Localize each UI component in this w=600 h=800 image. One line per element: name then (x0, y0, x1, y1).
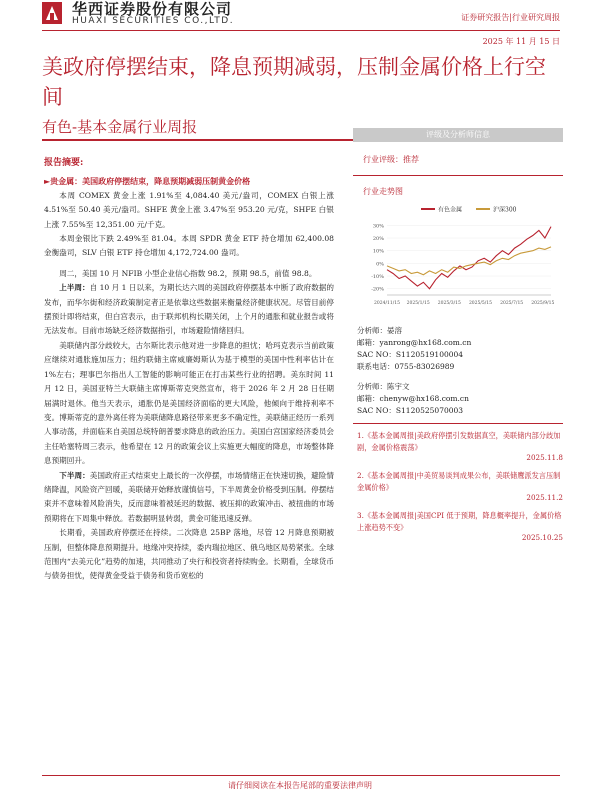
y-tick-label: 20% (372, 236, 384, 242)
trend-chart-title: 行业走势图 (363, 187, 403, 196)
related-report-2-date: 2025.11.2 (526, 493, 563, 502)
x-tick-label: 2025/3/15 (437, 301, 461, 306)
report-title: 美政府停摆结束，降息预期减弱，压制金属价格上行空间 (42, 55, 546, 109)
y-tick-label: -10% (371, 274, 384, 280)
analyst-2-name: 分析师：陈宇文 (357, 382, 410, 391)
x-tick-label: 2025/1/15 (406, 301, 430, 306)
y-tick-label: 30% (372, 223, 384, 230)
sidebar (353, 128, 563, 550)
analyst-1-email: 邮箱：yanrong@hx168.com.cn (357, 338, 472, 347)
brand-name-en: HUAXI SECURITIES CO.,LTD. (72, 16, 235, 26)
gold-section-heading: ►贵金属：美国政府停摆结束，降息预期减弱压制黄金价格 (44, 176, 251, 187)
x-tick-label: 2024/11/15 (374, 301, 400, 306)
report-summary (44, 156, 334, 584)
summary-paragraph-3: 周二，美国 10 月 NFIB 小型企业信心指数 98.2，预期 98.5，前值 98.8。 (59, 268, 317, 278)
huaxi-logo-icon (42, 2, 62, 24)
related-report-3-date: 2025.10.25 (521, 533, 563, 542)
legend-label-1: 沪深300 (493, 206, 517, 214)
series-line-0 (387, 227, 551, 289)
related-report-1-title[interactable]: 1.《基本金属周报|美政府停摆引发数据真空，美联储内部分歧加剧，金属价格震荡》 (357, 431, 561, 452)
legend-label-0: 有色金属 (438, 206, 463, 214)
analyst-1-name: 分析师：晏溶 (357, 326, 402, 335)
brand-name-cn: 华西证券股份有限公司 (72, 0, 233, 18)
summary-paragraph-5: 美联储内部分歧较大，古尔斯比表示他对进一步降息的担忧；哈玛克表示当前政策应继续对通胀施加压力；纽约联储主席威廉姆斯认为基于模型的美国中性利率估计在 1%左右；理事巴尔指出人工智能的影响可能正在打击某些行业的招聘。美东时间 11 月 12 日，美国亚特兰大联储主席博斯蒂克突然宣布，将于 2026 年 2 月 28 日任期届满时退休。他当天表示，通胀仍是美国经济面临的更大风险，他倾向于维持利率不变。博斯蒂克的意外离任将为美联储降息路径带来更多不确定性，美联储正经历一系列人事动荡，并面临来自美国总统特朗普要求降息的政治压力。美国白宫国家经济委员会主任哈塞特周三表示，他希望在 12 月的政策会议上实施更大幅度的降息，市场整体降息预期回升。 (44, 340, 334, 466)
related-report-2[interactable] (353, 470, 563, 502)
x-tick-label: 2025/9/15 (531, 301, 555, 306)
related-divider (353, 423, 563, 424)
summary-paragraph-7: 长期看，美国政府停摆还在持续。二次降息 25BP 落地，尽管 12 月降息预期被压制，但整体降息预期提升。地缘冲突持续，委内瑞拉地区、俄乌地区局势紧张。全球范围内“去美元化”趋势的加速，共同推动了央行和投资者持续购金。长期看，全球货币与债务担忧，使得黄金受益于债务和货币宽松的 (44, 528, 334, 581)
related-report-1-date: 2025.11.8 (526, 453, 563, 462)
analyst-1-tel: 联系电话：0755-83026989 (357, 362, 455, 371)
summary-paragraph-6 (44, 469, 334, 527)
analyst-2-email: 邮箱：chenyw@hx168.com.cn (357, 394, 469, 403)
first-half-text: 自 10 月 1 日以来，为期长达六周的美国政府停摆基本中断了政府数据的发布，而华尔街和经济政策制定者正是依靠这些数据来衡量经济健康状况。尽管目前停摆预计即将结束，但白宫表示，由于联邦机构长期关闭，上个月的通胀和就业报告或将无法发布。目前市场缺乏经济数据指引，市场避险情绪回归。 (44, 283, 334, 336)
y-tick-label: -20% (371, 286, 384, 293)
document-type: 证券研究报告|行业研究周报 (461, 13, 560, 22)
summary-paragraph-1: 本周 COMEX 黄金上涨 1.91%至 4,084.40 美元/盎司，COMEX 白银上涨 4.51%至 50.40 美元/盎司。SHFE 黄金上涨 3.47%至 953.20 元/克，SHFE 白银上涨 7.55%至 12,351.00 元/千克。 (44, 190, 334, 229)
first-half-label: 上半周： (59, 283, 90, 293)
industry-trend-chart (361, 203, 556, 313)
related-report-3-title[interactable]: 3.《基本金属周报|美国CPI 低于预期，降息概率提升，金属价格上涨趋势不变》 (357, 511, 562, 532)
analyst-block-1 (353, 325, 563, 373)
related-report-2-title[interactable]: 2.《基本金属周报|中美贸易谈判成果公布，美联储鹰派发言压制金属价格》 (357, 471, 561, 492)
report-date: 2025 年 11 月 15 日 (482, 37, 560, 46)
analyst-block-2 (353, 381, 563, 417)
header-divider (42, 30, 560, 31)
analyst-2-sac: SAC NO：S1120525070003 (357, 406, 464, 415)
x-tick-label: 2025/7/15 (500, 301, 524, 306)
second-half-label: 下半周： (59, 470, 90, 480)
legal-notice: 请仔细阅读在本报告尾部的重要法律声明 (228, 781, 372, 790)
y-tick-label: 0% (376, 261, 384, 268)
report-subtitle: 有色-基本金属行业周报 (42, 118, 198, 136)
rating-divider (353, 175, 563, 176)
footer-divider (42, 775, 560, 776)
related-report-3[interactable] (353, 510, 563, 542)
analyst-1-sac: SAC NO：S1120519100004 (357, 350, 464, 359)
rating-section-header: 评级及分析师信息 (353, 128, 563, 142)
x-tick-label: 2025/5/15 (468, 301, 493, 306)
summary-paragraph-4 (44, 281, 334, 339)
series-line-1 (387, 247, 551, 275)
y-tick-label: 10% (372, 248, 384, 255)
second-half-text: 美国政府正式结束史上最长的一次停摆，市场情绪正在快速切换，避险情绪降温，风险资产回暖，美联储开始释放谨慎信号，下半周黄金价格受到压制。停摆结束并不意味着风险消失，反而意味着被延迟的数据、被压抑的政策冲击、被扭曲的市场预期将在下周集中释放。若数据明显转弱，黄金可能迅速反弹。 (44, 470, 335, 523)
related-report-1[interactable] (353, 430, 563, 462)
summary-paragraph-2: 本周金银比下跌 2.49%至 81.04。本周 SPDR 黄金 ETF 持仓增加 62,400.08 金衡盎司，SLV 白银 ETF 持仓增加 4,172,724.00 盎司。 (44, 234, 334, 258)
industry-rating: 行业评级：推荐 (363, 155, 419, 164)
summary-heading: 报告摘要: (44, 158, 84, 168)
